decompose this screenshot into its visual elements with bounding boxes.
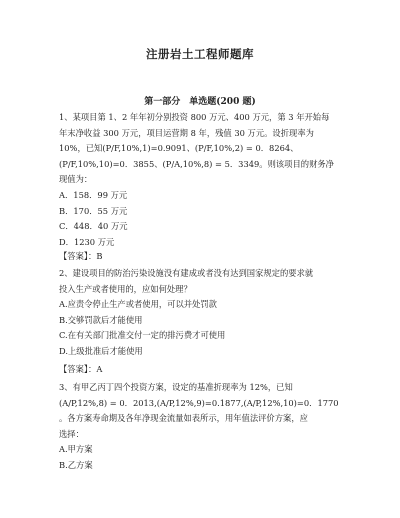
question-3-option-a: A.甲方案 (59, 444, 93, 455)
question-1-line: 年末净收益 300 万元，项目运营期 8 年，残值 30 万元。设折现率为 (59, 127, 314, 138)
question-3 (59, 380, 364, 474)
question-2-answer: 【答案】：A (59, 364, 103, 374)
question-3-line: 选择： (59, 428, 84, 439)
question-3-line: (A/P,12%,8) = 0．2013,(A/P,12%,9)=0.1877,(A/P,12%,10)=0．1770 (59, 397, 339, 408)
question-3-option-b: B.乙方案 (59, 459, 93, 470)
question-1-line: 现值为： (59, 174, 93, 185)
question-1-line: 10%，已知(P/F,10%,1)=0.9091、(P/F,10%,2) = 0．8264、 (59, 143, 299, 154)
question-1 (59, 110, 364, 250)
question-1-option-a: A．158．99 万元 (59, 189, 128, 200)
question-1-line: (P/F,10%,10)=0．3855、(P/A,10%,8) = 5．3349。则该项目的财务净 (59, 158, 334, 169)
document-title: 注册岩土工程师题库 (146, 47, 254, 61)
question-1-line: 1、某项目第 1、2 年年初分别投资 800 万元、400 万元，第 3 年开始每 (59, 112, 330, 122)
section-heading: 第一部分 单选题(200 题) (144, 97, 256, 107)
question-1-option-d: D．1230 万元 (59, 236, 115, 247)
question-1-option-c: C．448．40 万元 (59, 221, 128, 232)
question-2 (59, 266, 364, 360)
question-2-option-d: D.上级批准后才能使用 (59, 345, 143, 356)
question-1-answer: 【答案】：B (59, 251, 103, 261)
question-2-option-c: C.在有关部门批准交付一定的排污费才可使用 (59, 330, 226, 341)
question-2-option-b: B.交够罚款后才能使用 (59, 314, 143, 325)
question-3-line: 。各方案寿命期及各年净现金流量如表所示，用年值法评价方案，应 (59, 413, 308, 424)
question-3-line: 3、有甲乙丙丁四个投资方案，设定的基准折现率为 12%，已知 (59, 382, 293, 392)
question-2-line: 投入生产或者使用的，应如何处理？ (59, 283, 192, 294)
question-2-line: 2、建设项目的防治污染设施没有建成或者没有达到国家规定的要求就 (59, 268, 314, 278)
question-1-option-b: B．170．55 万元 (59, 205, 128, 216)
question-2-option-a: A.应责令停止生产或者使用，可以并处罚款 (59, 299, 217, 310)
